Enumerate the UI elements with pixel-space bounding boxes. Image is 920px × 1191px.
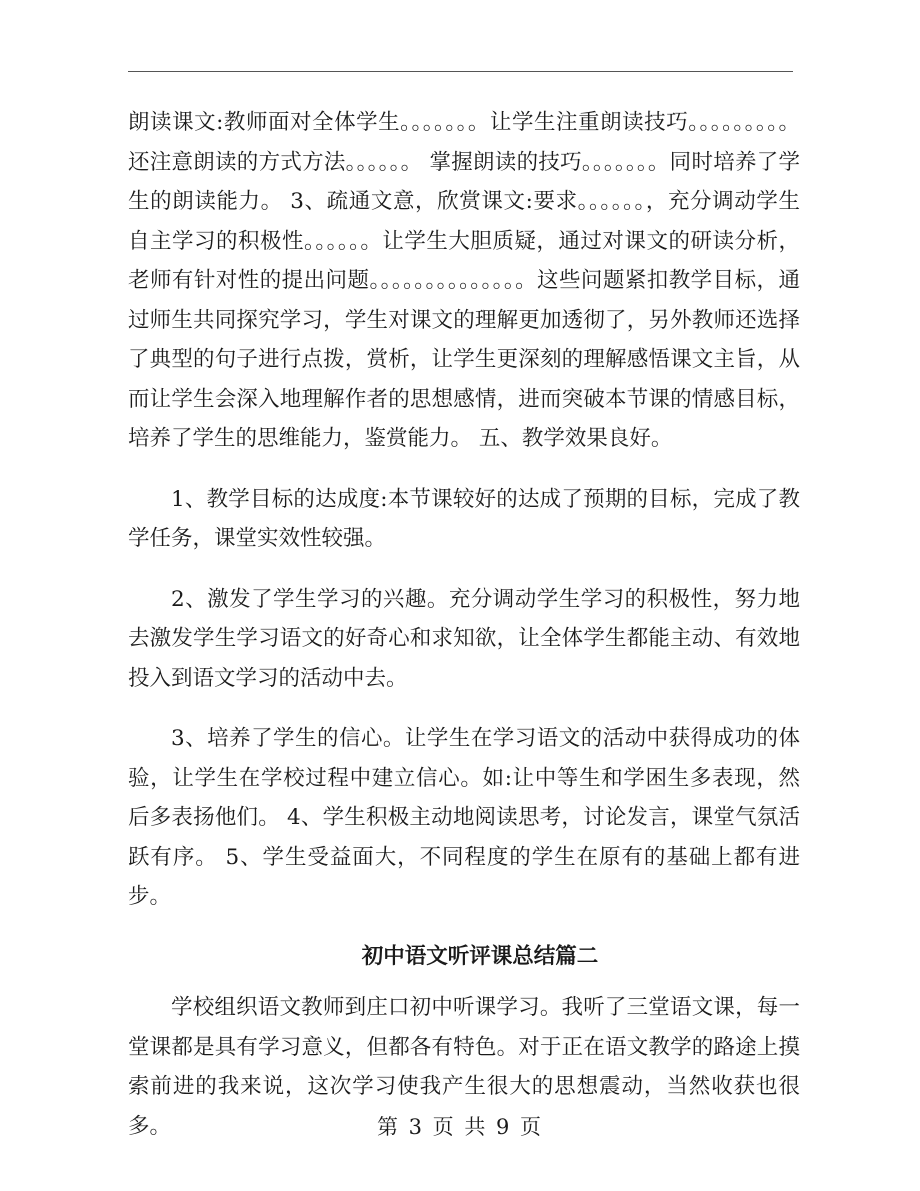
body-paragraph-2: 1、教学目标的达成度:本节课较好的达成了预期的目标，完成了教学任务，课堂实效性较强。 (128, 486, 800, 551)
page-number-footer: 第 3 页 共 9 页 (376, 1115, 544, 1139)
page-body (128, 103, 800, 1146)
body-paragraph-3: 2、激发了学生学习的兴趣。充分调动学生学习的积极性，努力地去激发学生学习语文的好奇心和求知欲，让全体学生都能主动、有效地投入到语文学习的活动中去。 (128, 586, 800, 691)
header-rule (128, 71, 793, 72)
body-paragraph-4: 3、培养了学生的信心。让学生在学习语文的活动中获得成功的体验，让学生在学校过程中建立信心。如:让中等生和学困生多表现，然后多表扬他们。 4、学生积极主动地阅读思考，讨论发言，课堂气氛活跃有序。 5、学生受益面大，不同程度的学生在原有的基础上都有进步。 (128, 726, 800, 909)
body-paragraph-5: 学校组织语文教师到庄口初中听课学习。我听了三堂语文课，每一堂课都是具有学习意义，但都各有特色。对于正在语文教学的路途上摸索前进的我来说，这次学习使我产生很大的思想震动，当然收获也很多。 (128, 995, 800, 1139)
body-paragraph-1: 朗读课文:教师面对全体学生。。。。。。。让学生注重朗读技巧。。。。。。。。。还注意朗读的方式方法。。。。。。 掌握朗读的技巧。。。。。。。同时培养了学生的朗读能力。 3、疏通文意，欣赏课文:要求。。。。。。，充分调动学生自主学习的积极性。。。。。。让学生大胆质疑，通过对课文的研读分析，老师有针对性的提出问题。。。。。。。。。。。。。。这些问题紧扣教学目标，通过师生共同探究学习，学生对课文的理解更加透彻了，另外教师还选择了典型的句子进行点拨，赏析，让学生更深刻的理解感悟课文主旨，从而让学生会深入地理解作者的思想感情，进而突破本节课的情感目标，培养了学生的思维能力，鉴赏能力。 五、教学效果良好。 (128, 110, 800, 451)
section-heading: 初中语文听评课总结篇二 (361, 943, 599, 969)
